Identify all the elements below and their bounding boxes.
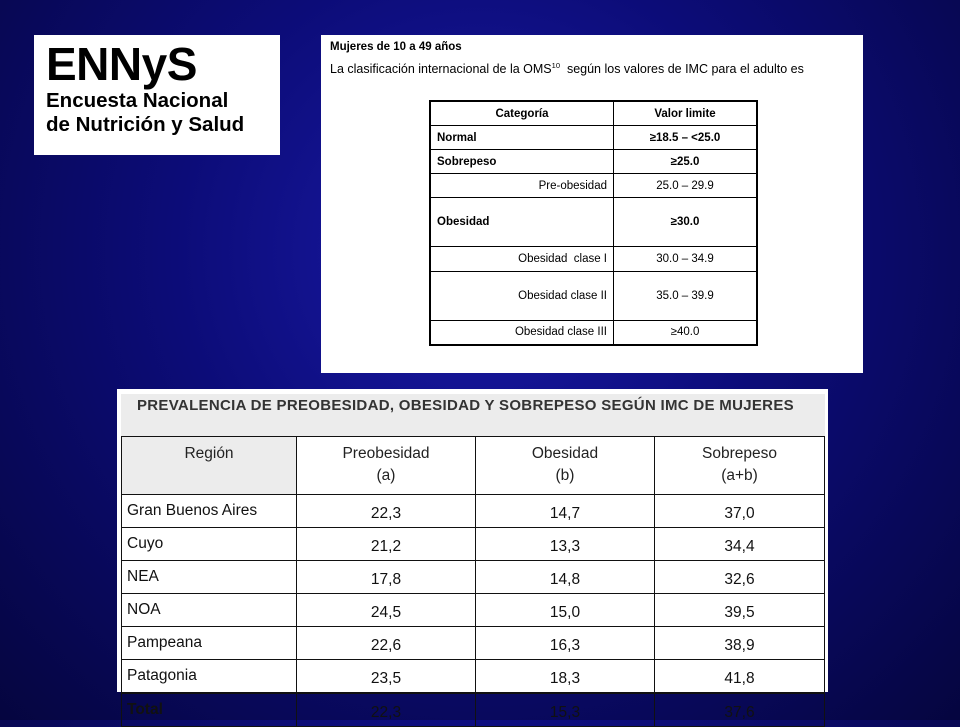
table-row: [430, 321, 757, 345]
imc-value: ≥18.5 – <25.0: [614, 126, 758, 150]
header-obesidad-label: Obesidad: [531, 445, 599, 462]
imc-value: ≥30.0: [614, 198, 758, 247]
obesidad-value: 16,3: [476, 627, 655, 660]
sobrepeso-value: 38,9: [655, 627, 825, 660]
preobesidad-value: 22,6: [297, 627, 476, 660]
preobesidad-value: 22,3: [297, 495, 476, 528]
table-row: [122, 561, 825, 594]
total-row: [122, 693, 825, 727]
header-region-label: Región: [184, 445, 234, 462]
imc-header-value: Valor limite: [614, 101, 758, 126]
table-row: [122, 495, 825, 528]
imc-value: 30.0 – 34.9: [614, 247, 758, 272]
sobrepeso-value: 34,4: [655, 528, 825, 561]
imc-classification-panel: [321, 35, 863, 373]
table-row: [430, 272, 757, 321]
table-row: [430, 174, 757, 198]
imc-value: 25.0 – 29.9: [614, 174, 758, 198]
table-row: [122, 627, 825, 660]
table-row: [122, 660, 825, 694]
imc-heading: Mujeres de 10 a 49 años: [330, 41, 462, 53]
imc-intro: [330, 61, 804, 76]
ennys-logo: [34, 35, 280, 155]
imc-value: 35.0 – 39.9: [614, 272, 758, 321]
prevalence-title: PREVALENCIA DE PREOBESIDAD, OBESIDAD Y SOBREPESO SEGÚN IMC DE MUJERES: [121, 394, 825, 436]
preobesidad-value: 21,2: [297, 528, 476, 561]
table-row: [122, 528, 825, 561]
logo-title: ENNyS: [46, 38, 197, 90]
prevalence-panel: [117, 389, 828, 721]
imc-category: Normal: [430, 126, 614, 150]
obesidad-value: 13,3: [476, 528, 655, 561]
header-sobrepeso-sub: (a+b): [721, 467, 758, 484]
imc-category: Obesidad: [430, 198, 614, 247]
header-preobesidad-sub: (a): [376, 467, 396, 484]
imc-header-category: Categoría: [430, 101, 614, 126]
header-obesidad: [476, 437, 655, 495]
logo-subtitle-line1: Encuesta Nacional: [46, 89, 229, 112]
header-sobrepeso-label: Sobrepeso: [702, 445, 777, 462]
header-preobesidad-label: Preobesidad: [342, 445, 430, 462]
region-name: Gran Buenos Aires: [122, 495, 297, 528]
imc-category: Pre-obesidad: [430, 174, 614, 198]
sobrepeso-value: 41,8: [655, 660, 825, 694]
total-sobrepeso: 37,6: [655, 693, 825, 727]
imc-value: ≥25.0: [614, 150, 758, 174]
region-name: Cuyo: [122, 528, 297, 561]
header-obesidad-sub: (b): [555, 467, 575, 484]
table-row: [430, 198, 757, 247]
table-row: [430, 150, 757, 174]
header-sobrepeso: [655, 437, 825, 495]
header-region: [122, 437, 297, 495]
sobrepeso-value: 39,5: [655, 594, 825, 627]
imc-category: Obesidad clase II: [430, 272, 614, 321]
prevalence-header-row: [122, 437, 825, 495]
prevalence-table: [121, 436, 825, 727]
imc-value: ≥40.0: [614, 321, 758, 345]
obesidad-value: 18,3: [476, 660, 655, 694]
region-name: Pampeana: [122, 627, 297, 660]
imc-table: [429, 100, 758, 346]
preobesidad-value: 23,5: [297, 660, 476, 694]
total-label: Total: [122, 693, 297, 727]
preobesidad-value: 17,8: [297, 561, 476, 594]
imc-header-row: [430, 101, 757, 126]
imc-category: Obesidad clase I: [430, 247, 614, 272]
total-obesidad: 15,3: [476, 693, 655, 727]
imc-intro-tail: según los valores de IMC para el adulto es: [560, 62, 804, 77]
header-preobesidad: [297, 437, 476, 495]
region-name: Patagonia: [122, 660, 297, 694]
preobesidad-value: 24,5: [297, 594, 476, 627]
obesidad-value: 14,7: [476, 495, 655, 528]
obesidad-value: 15,0: [476, 594, 655, 627]
sobrepeso-value: 32,6: [655, 561, 825, 594]
table-row: [430, 126, 757, 150]
table-row: [430, 247, 757, 272]
obesidad-value: 14,8: [476, 561, 655, 594]
imc-category: Sobrepeso: [430, 150, 614, 174]
imc-intro-text: La clasificación internacional de la OMS: [330, 62, 552, 77]
imc-reference-number: 10: [551, 61, 560, 70]
total-preobesidad: 22,3: [297, 693, 476, 727]
region-name: NOA: [122, 594, 297, 627]
logo-subtitle-line2: de Nutrición y Salud: [46, 113, 245, 136]
sobrepeso-value: 37,0: [655, 495, 825, 528]
imc-category: Obesidad clase III: [430, 321, 614, 345]
table-row: [122, 594, 825, 627]
region-name: NEA: [122, 561, 297, 594]
